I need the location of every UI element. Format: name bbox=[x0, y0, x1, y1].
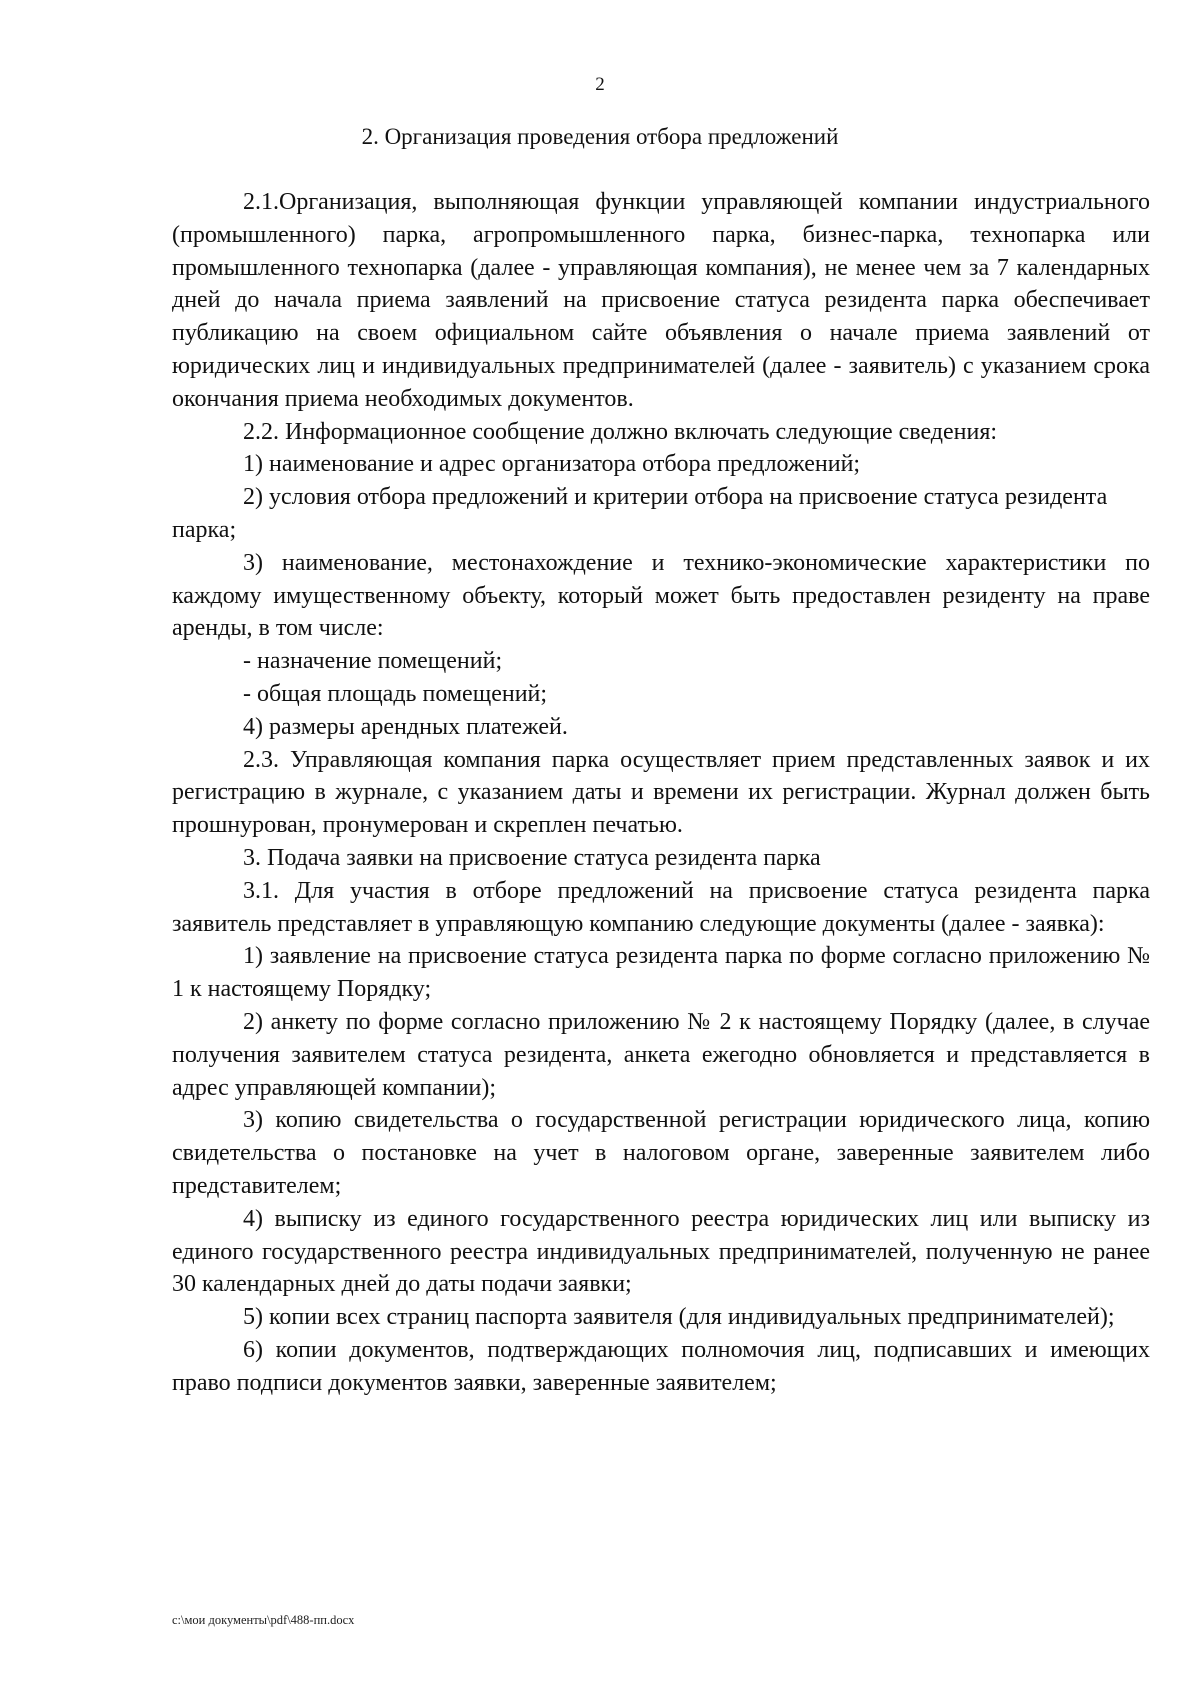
list-item-2-2-2: 2) условия отбора предложений и критерии отбора на присвоение статуса резидента парка; bbox=[172, 484, 1108, 543]
list-item-3-1-6: 6) копии документов, подтверждающих полномочия лиц, подписавших и имеющих право подписи документов заявки, заверенные заявителем; bbox=[172, 1336, 1150, 1396]
list-item-area: - общая площадь помещений; bbox=[243, 680, 548, 707]
paragraph-2-1: 2.1.Организация, выполняющая функции управляющей компании индустриального (промышленного) парка, агропромышленного парка, бизнес-парка, технопарка или промышленного технопарка (далее - управляющая компания), не менее чем за 7 календарных дней до начала приема заявлений на присвоение статуса резидента парка обеспечивает публикацию на своем официальном сайте объявления о начале приема заявлений от юридических лиц и индивидуальных предпринимателей (далее - заявитель) с указанием срока окончания приема необходимых документов. bbox=[172, 189, 1150, 412]
list-item-3-1-3: 3) копию свидетельства о государственной регистрации юридического лица, копию свидетельства о постановке на учет в налоговом органе, заверенные заявителем либо представителем; bbox=[172, 1107, 1150, 1199]
list-item-2-2-1: 1) наименование и адрес организатора отбора предложений; bbox=[243, 451, 861, 478]
list-item-3-1-2: 2) анкету по форме согласно приложению № 2 к настоящему Порядку (далее, в случае получения заявителем статуса резидента, анкета ежегодно обновляется и представляется в адрес управляющей компании); bbox=[172, 1008, 1150, 1101]
list-item-purpose: - назначение помещений; bbox=[243, 648, 503, 675]
paragraph-2-3: 2.3. Управляющая компания парка осуществляет прием представленных заявок и их регистрацию в журнале, с указанием даты и времени их регистрации. Журнал должен быть прошнурован, пронумерован и скреплен печатью. bbox=[172, 746, 1150, 839]
paragraph-2-2: 2.2. Информационное сообщение должно включать следующие сведения: bbox=[243, 418, 998, 445]
document-body bbox=[172, 186, 1150, 1399]
list-item-3-1-5: 5) копии всех страниц паспорта заявителя (для индивидуальных предпринимателей); bbox=[243, 1304, 1115, 1331]
section-title: 2. Организация проведения отбора предложений bbox=[361, 124, 839, 149]
list-item-2-2-4: 4) размеры арендных платежей. bbox=[243, 713, 568, 740]
list-item-3-1-4: 4) выписку из единого государственного реестра юридических лиц или выписку из единого государственного реестра индивидуальных предпринимателей, полученную не ранее 30 календарных дней до даты подачи заявки; bbox=[172, 1205, 1150, 1298]
page-number: 2 bbox=[595, 74, 605, 95]
list-item-3-1-1: 1) заявление на присвоение статуса резидента парка по форме согласно приложению № 1 к настоящему Порядку; bbox=[172, 943, 1150, 1003]
footer-file-path: c:\мои документы\pdf\488-пп.docx bbox=[172, 1613, 355, 1627]
list-item-2-2-3: 3) наименование, местонахождение и технико-экономические характеристики по каждому имущественному объекту, который может быть предоставлен резиденту на праве аренды, в том числе: bbox=[172, 549, 1150, 642]
section-3-heading: 3. Подача заявки на присвоение статуса резидента парка bbox=[243, 844, 821, 871]
paragraph-3-1: 3.1. Для участия в отборе предложений на присвоение статуса резидента парка заявитель представляет в управляющую компанию следующие документы (далее - заявка): bbox=[172, 877, 1150, 937]
